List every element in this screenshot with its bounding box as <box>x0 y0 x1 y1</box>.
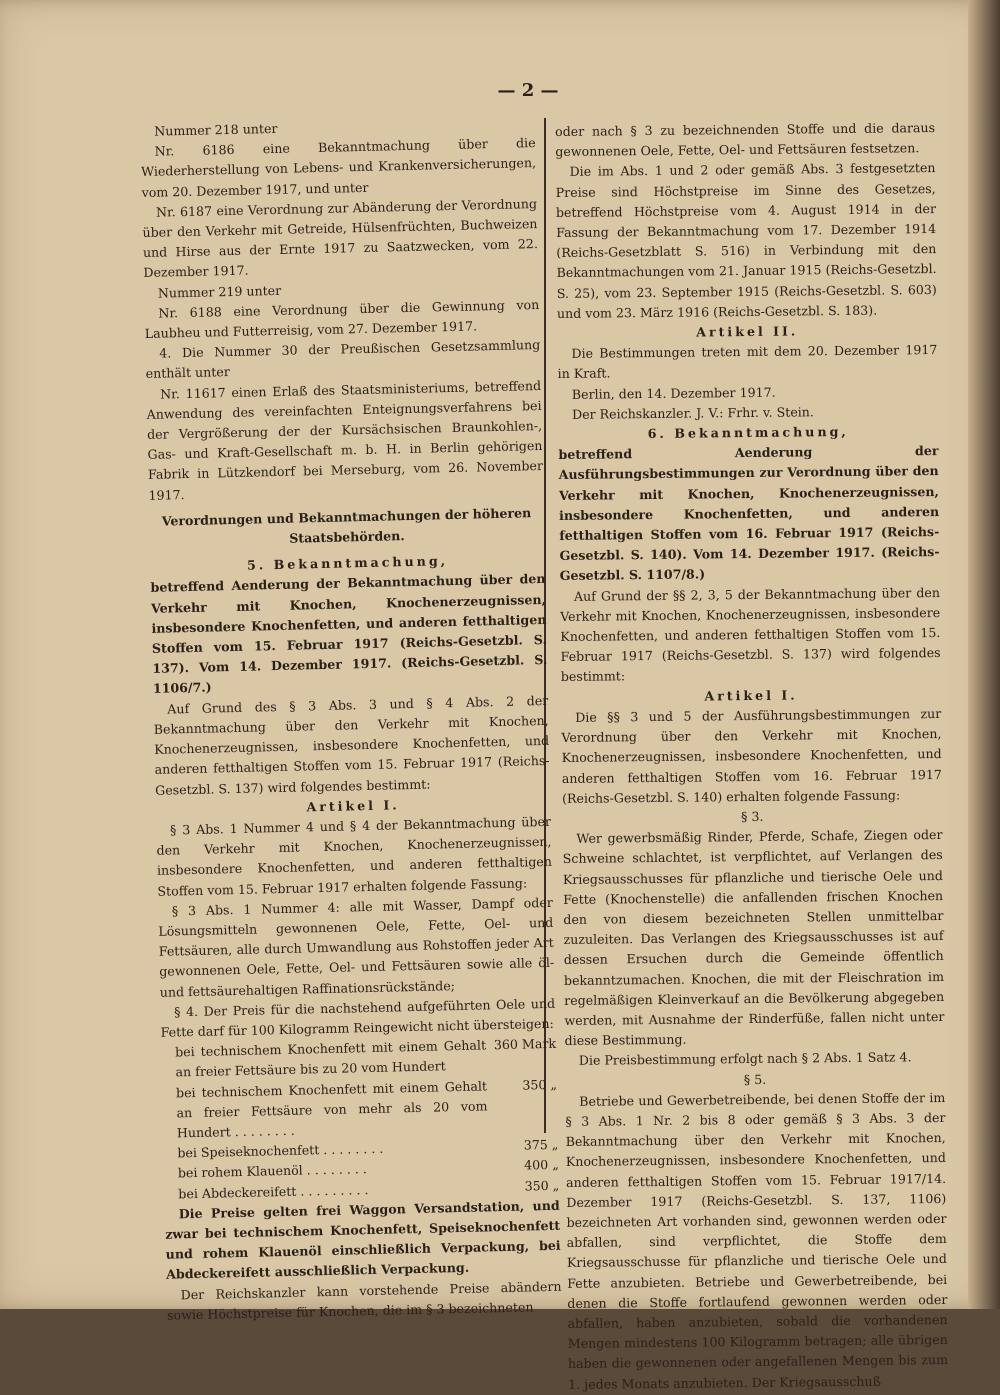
signature-date: Berlin, den 14. Dezember 1917. <box>571 384 776 402</box>
paragraph: Die im Abs. 1 und 2 oder gemäß Abs. 3 festgesetzten Preise sind Höchstpreise im Sinne des Gesetzes, betreffend Höchstpreise vom 4. August 1914 in der Fassung der Bekanntmachung vom 17. Dezember 1914 (Reichs-Gesetzblatt S. 516) in Verbindung mit den Bekanntmachungen vom 21. Januar 1915 (Reichs-Gesetzbl. S. 25), vom 23. September 1915 (Reichs-Gesetzbl. S. 603) und vom 23. März 1916 (Reichs-Gesetzbl. S. 183). <box>555 160 937 321</box>
paragraph: Betriebe und Gewerbetreibende, bei denen Stoffe der im § 3 Abs. 1 Nr. 2 bis 8 oder gemäß § 3 Abs. 3 der Bekanntmachung über den Verkehr mit Knochen, Knochenerzeugnissen, insbesondere Knochenfetten, und anderen fetthaltigen Stoffen vom 15. Februar 1917/14. Dezember 1917 (Reichs-Gesetzbl. S. 137, 1106) bezeichneten Art vorhanden sind, gewonnen werden oder abfallen, sind verpflichtet, die Stoffe dem Kriegsausschusse für pflanzliche und tierische Oele und Fette anzubieten. Betriebe und Gewerbetreibende, bei denen die Stoffe fortlaufend gewonnen werden oder abfallen, haben anzubieten, sobald die vorhandenen Mengen mindestens 100 Kilogramm betragen; alle übrigen haben die gewonnenen oder angefallenen Mengen bis zum 1. jedes Monats anzubieten. Der Kriegsausschuß <box>565 1089 949 1392</box>
price-value: 375 „ <box>523 1136 559 1153</box>
article-heading: Artikel II. <box>696 323 799 340</box>
price-value: 360 Mark <box>493 1035 557 1053</box>
paragraph: Nr. 11617 einen Erlaß des Staatsministeriums, betreffend Anwendung des vereinfachten Enteignungsverfahrens bei der Vergrößerung der der Kursächsischen Braunkohlen-, Gas- und Kraft-Gesellschaft m. b. H. in Berlin gehörigen Fabrik in Lützkendorf bei Merseburg, vom 26. November 1917. <box>146 377 544 503</box>
section-mark: § 3. <box>741 808 764 824</box>
price-label: bei Speiseknochenfett . . . . . . . . <box>177 1140 384 1161</box>
paragraph: Wer gewerbsmäßig Rinder, Pferde, Schafe, Ziegen oder Schweine schlachtet, ist verpflichtet, auf Verlangen des Kriegsausschusses für pflanzliche und tierische Oele und Fette (Knochenstelle) die anfallenden frischen Knochen den von diesem bezeichneten Stellen unmittelbar zuzuleiten. Das Verlangen des Kriegsausschusses ist auf dessen Ersuchen durch die Gemeinde öffentlich bekanntzumachen. Knochen, die mit der Fleischration im regelmäßigen Kleinverkauf an die Bevölkerung abgegeben werden, mit Ausnahme der Rinderfüße, fallen nicht unter diese Bestimmung. <box>562 827 945 1049</box>
announcement-title: 6. Bekanntmachung, <box>647 423 849 442</box>
paragraph: Die §§ 3 und 5 der Ausführungsbestimmungen zur Verordnung über den Verkehr mit Knochen, Knochenerzeugnissen, insbesondere Knochenfetten, und anderen fetthaltigen Stoffen vom 16. Februar 1917 (Reichs-Gesetzbl. S. 140) erhalten folgende Fassung: <box>561 705 942 806</box>
paragraph: Die Preisbestimmung erfolgt nach § 2 Abs. 1 Satz 4. <box>578 1049 912 1069</box>
right-column <box>555 118 948 1395</box>
paragraph: Nr. 6186 eine Bekanntmachung über die Wiederherstellung von Lebens- und Krankenversicherungen, vom 20. Dezember 1917, und unter <box>140 135 537 200</box>
paragraph: Nummer 219 unter <box>157 282 282 301</box>
section-mark: § 5. <box>743 1071 767 1087</box>
paragraph: oder nach § 3 zu bezeichnenden Stoffe und die daraus gewonnenen Oele, Fette, Oel- und Fettsäuren festsetzen. <box>555 120 936 160</box>
paragraph: Auf Grund des § 3 Abs. 3 und § 4 Abs. 2 der Bekanntmachung über den Verkehr mit Knochen, Knochenerzeugnissen, insbesondere Knochenfetten, und anderen fetthaltigen Stoffen vom 15. Februar 1917 (Reichs-Gesetzbl. S. 137) wird folgendes bestimmt: <box>153 692 550 798</box>
paragraph: Der Reichskanzler kann vorstehende Preise abändern sowie Höchstpreise für Knochen, die im § 3 bezeichneten <box>166 1278 562 1323</box>
price-label: bei technischem Knochenfett mit einem Gehalt an freier Fettsäure von mehr als 20 vom Hundert . . . . . . . . <box>175 1077 488 1141</box>
price-label: bei technischem Knochenfett mit einem Gehalt an freier Fettsäure bis zu 20 vom Hundert <box>174 1037 487 1080</box>
announcement-subtitle: betreffend Aenderung der Bekanntmachung über den Verkehr mit Knochen, Knochenerzeugnissen, insbesondere Knochenfetten, und anderen fetthaltigen Stoffen vom 15. Februar 1917 (Reichs-Gesetzbl. S. 137). Vom 14. Dezember 1917. (Reichs-Gesetzbl. S. 1106/7.) <box>150 571 548 697</box>
paragraph: Nr. 6188 eine Verordnung über die Gewinnung von Laubheu und Futterreisig, vom 27. Dezember 1917. <box>144 296 540 341</box>
section-heading: Verordnungen und Bekanntmachungen der höheren Staatsbehörden. <box>161 505 532 546</box>
paragraph: 4. Die Nummer 30 der Preußischen Gesetzsammlung enthält unter <box>145 337 541 382</box>
announcement-subtitle: betreffend Aenderung der Ausführungsbestimmungen zur Verordnung über den Verkehr mit Knochen, Knochenerzeugnissen, insbesondere Knochenfetten, und anderen fetthaltigen Stoffen vom 16. Februar 1917 (Reichs-Gesetzbl. S. 140). Vom 14. Dezember 1917. (Reichs-Gesetzbl. S. 1107/8.) <box>558 443 940 584</box>
signature: Der Reichskanzler. J. V.: Frhr. v. Stein. <box>571 404 814 422</box>
paragraph: Die Bestimmungen treten mit dem 20. Dezember 1917 in Kraft. <box>557 342 938 382</box>
page-number: — 2 — <box>497 80 559 101</box>
left-column <box>140 113 562 1326</box>
paragraph: Auf Grund der §§ 2, 3, 5 der Bekanntmachung über den Verkehr mit Knochen, Knochenerzeugnissen, insbesondere Knochenfetten, und anderen fetthaltigen Stoffen vom 15. Februar 1917 (Reichs-Gesetzbl. S. 137) wird folgendes bestimmt: <box>560 584 941 685</box>
price-label: bei Abdeckereifett . . . . . . . . . <box>178 1181 369 1201</box>
paragraph: Nummer 218 unter <box>154 120 278 139</box>
paragraph: § 4. Der Preis für die nachstehend aufgeführten Oele und Fette darf für 100 Kilogramm Reingewicht nicht übersteigen: <box>160 995 556 1040</box>
price-list <box>161 1034 560 1205</box>
paragraph: Nr. 6187 eine Verordnung zur Abänderung der Verordnung über den Verkehr mit Getreide, Hülsenfrüchten, Buchweizen und Hirse aus der Ernte 1917 zu Saatzwecken, vom 22. Dezember 1917. <box>142 195 539 281</box>
page-edge <box>968 0 1000 1309</box>
price-value: 350 „ <box>522 1076 558 1093</box>
price-row <box>162 1074 558 1144</box>
price-value: 350 „ <box>524 1177 560 1194</box>
paragraph: Die Preise gelten frei Waggon Versandstation, und zwar bei technischem Knochenfett, Speiseknochenfett und rohem Klauenöl einschließlich Verpackung, bei Abdeckereifett ausschließlich Verpackung. <box>165 1197 561 1283</box>
paragraph: § 3 Abs. 1 Nummer 4 und § 4 der Bekanntmachung über den Verkehr mit Knochen, Knochenerzeugnissen, insbesondere Knochenfetten, und anderen fetthaltigen Stoffen vom 15. Februar 1917 erhalten folgende Fassung: <box>156 813 553 899</box>
article-heading: Artikel I. <box>704 687 798 704</box>
paragraph: § 3 Abs. 1 Nummer 4: alle mit Wasser, Dampf oder Lösungsmitteln gewonnenen Oele, Fette, Oel- und Fettsäuren, alle durch Umwandlung aus Rohstoffen jeder Art gewonnenen Oele, Fette, Oel- und Fettsäuren sowie alle öl- und fettsäurehaltigen Raffinationsrückstände; <box>158 894 555 1000</box>
price-label: bei rohem Klauenöl . . . . . . . . <box>177 1161 367 1181</box>
article-heading: Artikel I. <box>306 796 400 815</box>
announcement-title: 5. Bekanntmachung, <box>246 553 449 573</box>
price-value: 400 „ <box>524 1157 559 1173</box>
